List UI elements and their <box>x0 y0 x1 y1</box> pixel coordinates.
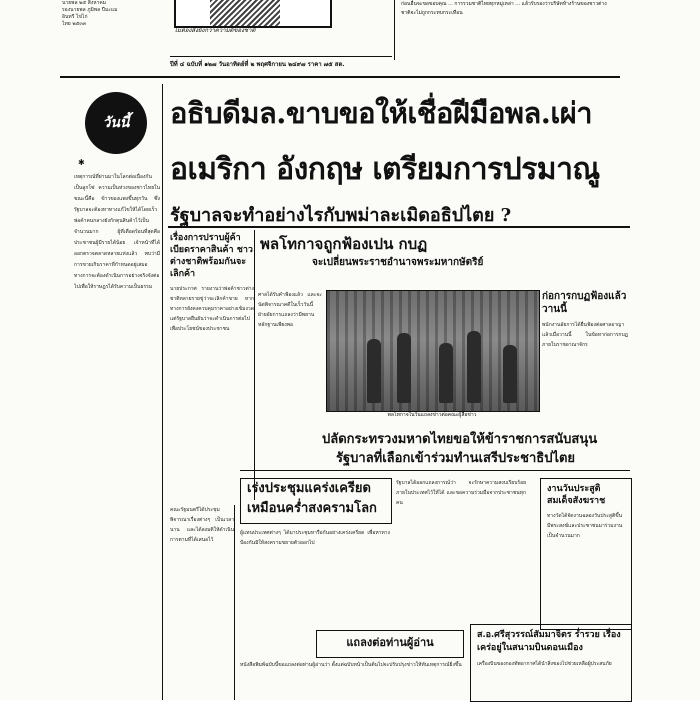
bottom-headline: แถลงต่อท่านผู้อ่าน <box>316 630 464 658</box>
headline-main-3: รัฐบาลจะทำอย่างไรกับพม่าละเมิดอธิปไตย ? <box>170 205 512 226</box>
masthead-line: นายพล ๒๕ สิงหาคม <box>62 0 107 6</box>
issue-info: ปีที่ ๔ ฉบับที่ ๑๒๗ วันอาทิตย์ที่ ๒ พฤศจิกายน ๒๔๙๗ ราคา ๗๕ สต. <box>170 56 392 69</box>
war-headline-line: เร่งประชุมแคร่งเครียด <box>247 481 371 496</box>
bottom-article <box>240 660 466 700</box>
article-body: เครื่องบินของกองทัพอากาศได้นำสิ่งของไปช่วยเหลือผู้ประสบภัย <box>477 661 612 667</box>
today-badge: วันนี้ <box>85 92 147 154</box>
war-article <box>240 528 390 628</box>
left-column-text: เหตุการณ์ที่ผ่านมาในโลกต่อเนื่องกันเป็นลูกโซ่ ความเป็นห่วงของชาวไทยในขณะนี้คือ ข้าวของแพงขึ้นทุกวัน ซึ่งรัฐบาลจะต้องหาทางแก้ไขให้ได้โดยเร็ว พ่อค้าคนกลางยังกักตุนสินค้าไว้เป็นจำนวนมาก ผู้ที่เดือดร้อนที่สุดคือประชาชนผู้มีรายได้น้อย เจ้าหน้าที่ได้ออกตรวจตลาดหลายแห่งแล้ว พบว่ามีการขายเกินราคาที่กำหนดอยู่เสมอ ทางการจะต้องดำเนินการอย่างจริงจังต่อไปเพื่อให้ราษฎรได้รับความเป็นธรรม <box>74 174 160 290</box>
headline-main-1: อธิบดีมล.ขาบขอให้เชื่อฝีมือพล.เผ่า <box>170 96 593 130</box>
photo-caption: พลโทกาจในวันแถลงข่าวต่อคณะผู้สื่อข่าว <box>387 412 477 418</box>
photo-story-subhead: จะเปลี่ยนพระราชอำนาจพระมหากษัตริย์ <box>312 257 484 268</box>
divider <box>60 76 620 78</box>
emblem-icon <box>210 0 280 26</box>
article-body: ศาลได้รับคำฟ้องแล้ว และจะนัดพิจารณาคดีในเร็ววันนี้ ฝ่ายอัยการแถลงว่ามีพยานหลักฐานเพียงพอ <box>258 292 322 328</box>
article-body: นายประกาศ รายงานว่าพ่อค้าชาวต่างชาติหลายรายขู่ว่าจะเลิกค้าขาย หากทางการยังคงควบคุมราคาอย่างเข้มงวด แต่รัฐบาลยืนยันว่าจะดำเนินการต่อไปเพื่อประโยชน์ของประชาชน <box>170 286 254 332</box>
side-article-2 <box>540 478 632 630</box>
headline-main-2: อเมริกา อังกฤษ เตรียมการปรมาณู <box>170 152 600 187</box>
government-article <box>396 478 526 628</box>
photo-story-headline: พลโทกาจถูกฟ้องเปน กบฏ <box>260 235 428 253</box>
article-heading: ก่อการกบฏฟ้องแล้ววานนี้ <box>542 291 627 315</box>
war-headline-line: เหมือนคร่ำสงครามโลก <box>247 501 377 516</box>
masthead-logo <box>170 0 392 52</box>
person-figure <box>467 331 481 403</box>
article-body: คณะรัฐมนตรีได้ประชุมพิจารณาเรื่องต่างๆ เป็นเวลานาน และได้ลงมติให้ดำเนินการตามที่ได้เสนอไว้ <box>170 507 234 543</box>
news-photo <box>326 290 540 412</box>
article-heading: เรื่องการปราบผู้ค้าเบียดราคาสินค้า ชาวต่างชาติพร้อมกันจะเลิกค้า <box>170 233 253 279</box>
article-body: พนักงานอัยการได้ยื่นฟ้องต่อศาลอาญาแล้วเมื่อวานนี้ ในข้อหาก่อการกบฏภายในราชอาณาจักร <box>542 322 628 348</box>
headline-low-2: รัฐบาลที่เลือกเข้าร่วมทำนเสรีประชาธิปไตย <box>336 451 576 466</box>
left-column <box>70 84 163 700</box>
person-figure <box>503 345 517 403</box>
article-body: หนังสือพิมพ์ฉบับนี้ขอแถลงต่อท่านผู้อ่านว่า ตั้งแต่ฉบับหน้าเป็นต้นไปจะปรับปรุงข่าวให้ทันเหตุการณ์ยิ่งขึ้น <box>240 662 462 668</box>
masthead-line: อินทรี ไข่ไก่ <box>62 14 88 20</box>
side-article-1 <box>542 288 628 420</box>
masthead-line: ไทย ๒๕๓๓ <box>62 21 87 27</box>
article-body: รัฐบาลได้ออกแถลงการณ์ว่า จะรักษาความสงบเรียบร้อยภายในประเทศไว้ให้ได้ และขอความร่วมมือจากประชาชนทุกคน <box>396 480 526 506</box>
masthead-left-info <box>62 0 162 52</box>
war-headline-box <box>240 478 392 524</box>
article-column-3 <box>170 505 235 700</box>
person-figure <box>439 343 453 403</box>
divider <box>240 470 630 471</box>
article-body: ผู้แทนประเทศต่างๆ ได้มาประชุมหารือกันอย่างเคร่งเครียด เพื่อหาทางป้องกันมิให้สงครามขยายตัวออกไป <box>240 530 390 546</box>
masthead-line: รองนายพล ภูมิพล ปีมะแม <box>62 7 118 13</box>
photo-story-text <box>258 290 322 490</box>
headline-low-1: ปลัดกระทรวงมหาดไทยขอให้ข้าราชการสนับสนุน <box>322 432 598 447</box>
article-heading: ส.อ.ศรีสุวรรณ์สัมมาจิตร ร่ำรวย เรื่องเคร่อยู่ในสนามบินดอนเมือง <box>477 630 621 653</box>
article-heading: งานวันประสูติสมเด็จสังฆราช <box>547 484 606 506</box>
article-body: ทางวัดได้จัดงานฉลองวันประสูติขึ้น มีพระสงฆ์และประชาชนมาร่วมงานเป็นจำนวนมาก <box>547 513 623 539</box>
masthead-right-text: ก่อนอื่นจะขอขอบคุณ ... การรวมชาติไทยทุกหมู่เหล่า ... แล้วรับรองว่าบริษัทห้างร้านของชาวต่างชาติจะไม่ถูกกระทบกระเทือน <box>394 0 616 60</box>
bottom-box-article <box>470 624 632 702</box>
person-figure <box>397 333 411 403</box>
divider <box>168 226 630 228</box>
article-column-1 <box>170 230 255 500</box>
star-icon: ✱ <box>78 158 85 167</box>
masthead-subtitle: ไม่ต้องสิ่งยิ่งกว่าความดีของชาติ <box>174 27 256 34</box>
person-figure <box>367 339 381 403</box>
